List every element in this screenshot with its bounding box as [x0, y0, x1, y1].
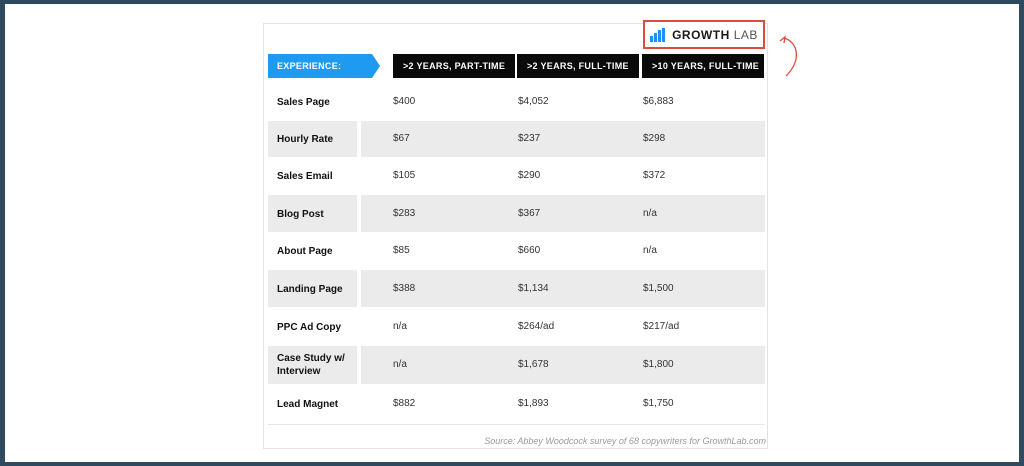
row-value-col-3: $1,500 [643, 282, 674, 294]
row-value-col-1: $882 [393, 398, 416, 409]
table-row [268, 386, 765, 422]
row-value-col-3: $1,800 [643, 359, 674, 370]
row-value-col-3: $372 [643, 170, 666, 181]
growthlab-logo[interactable] [643, 20, 765, 49]
row-value-col-3: n/a [643, 207, 657, 219]
row-value-col-2: $1,893 [518, 398, 549, 409]
column-header-3: >10 YEARS, FULL-TIME [642, 54, 764, 78]
row-shade-values [361, 121, 765, 157]
table-row [268, 195, 765, 232]
table-row [268, 121, 765, 157]
experience-header [268, 54, 380, 78]
column-header-1: >2 YEARS, PART-TIME [393, 54, 515, 78]
row-value-col-1: $85 [393, 244, 410, 256]
table-row [268, 308, 765, 345]
row-value-col-3: $1,750 [643, 398, 674, 409]
row-shade-values [361, 195, 765, 232]
row-value-col-3: n/a [643, 244, 657, 256]
row-value-col-1: n/a [393, 320, 407, 332]
row-value-col-2: $660 [518, 244, 541, 256]
row-value-col-2: $290 [518, 170, 541, 181]
row-value-col-3: $217/ad [643, 320, 680, 332]
row-value-col-1: n/a [393, 359, 407, 370]
row-value-col-1: $388 [393, 282, 416, 294]
table-bottom-divider [268, 424, 765, 425]
row-value-col-2: $264/ad [518, 320, 555, 332]
row-value-col-2: $367 [518, 207, 541, 219]
row-label: Sales Email [277, 171, 333, 182]
row-value-col-2: $1,134 [518, 282, 549, 294]
row-value-col-1: $67 [393, 133, 410, 144]
table-row [268, 270, 765, 307]
curved-arrow-icon [776, 32, 806, 82]
row-label: Lead Magnet [277, 399, 339, 410]
row-value-col-1: $105 [393, 170, 416, 181]
source-note: Source: Abbey Woodcock survey of 68 copywriters for GrowthLab.com [484, 436, 766, 446]
row-label: PPC Ad Copy [277, 321, 342, 333]
row-value-col-3: $298 [643, 133, 666, 144]
growthlab-logo-icon [650, 28, 665, 42]
row-label: Sales Page [277, 97, 330, 108]
experience-label: EXPERIENCE: [277, 61, 342, 71]
row-label: Landing Page [277, 283, 343, 295]
table-row [268, 158, 765, 194]
row-label: Blog Post [277, 208, 324, 220]
row-value-col-1: $400 [393, 96, 416, 107]
row-label: Hourly Rate [277, 134, 334, 145]
table-row [268, 232, 765, 269]
row-value-col-3: $6,883 [643, 96, 674, 107]
row-label: About Page [277, 245, 333, 257]
column-header-2: >2 YEARS, FULL-TIME [517, 54, 639, 78]
table-row [268, 84, 765, 120]
table-row [268, 346, 765, 384]
row-value-col-2: $1,678 [518, 359, 549, 370]
logo-text-bold: GROWTH [672, 27, 730, 42]
row-shade-values [361, 270, 765, 307]
row-shade-values [361, 346, 765, 384]
row-value-col-2: $237 [518, 133, 541, 144]
row-value-col-2: $4,052 [518, 96, 549, 107]
row-value-col-1: $283 [393, 207, 416, 219]
logo-text-light: LAB [733, 27, 758, 42]
row-label: Case Study w/ Interview [277, 353, 345, 377]
